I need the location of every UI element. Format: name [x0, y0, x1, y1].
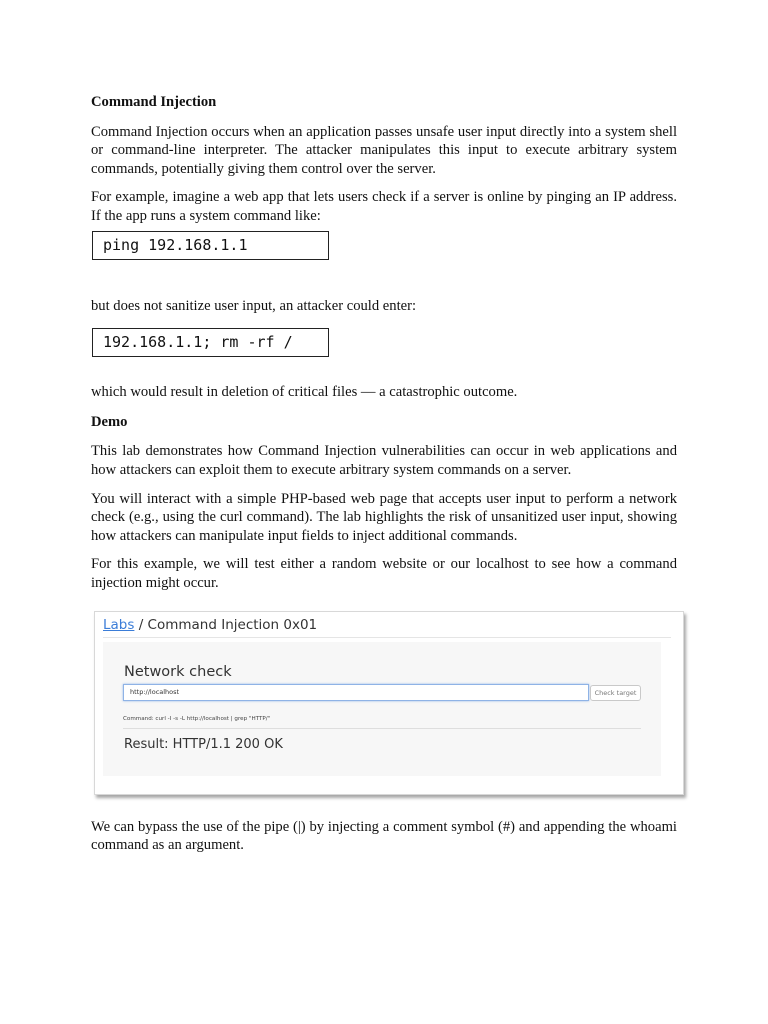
paragraph-but: but does not sanitize user input, an attacker could enter: — [91, 297, 417, 314]
heading-command-injection: Command Injection — [91, 94, 217, 110]
network-check-panel — [103, 642, 661, 776]
code-box-attack: 192.168.1.1; rm -rf / — [92, 328, 329, 357]
breadcrumb-labs-link[interactable]: Labs — [103, 616, 135, 633]
heading-demo: Demo — [91, 413, 128, 430]
document-content — [91, 93, 677, 855]
breadcrumb-separator: / — [134, 616, 148, 633]
check-target-button[interactable]: Check target — [590, 685, 641, 701]
paragraph-bypass: We can bypass the use of the pipe (|) by injecting a comment symbol (#) and appending the whoami command as an argument. — [91, 818, 677, 854]
paragraph-test: For this example, we will test either a random website or our localhost to see how a command injection might occur. — [91, 556, 677, 591]
panel-divider — [123, 728, 641, 729]
lab-screenshot — [94, 611, 684, 795]
code-box-ping: ping 192.168.1.1 — [92, 231, 329, 260]
breadcrumb — [103, 616, 317, 635]
paragraph-example: For example, imagine a web app that lets users check if a server is online by pinging an IP address. If the app runs a system command like: — [91, 189, 677, 224]
paragraph-intro: Command Injection occurs when an application passes unsafe user input directly into a system shell or command-line interpreter. The attacker manipulates this input to execute arbitrary system commands, potentially giving them control over the server. — [91, 123, 677, 177]
result-text: Result: HTTP/1.1 200 OK — [124, 736, 283, 752]
breadcrumb-current: Command Injection 0x01 — [147, 616, 318, 633]
paragraph-interact: You will interact with a simple PHP-based web page that accepts user input to perform a network check (e.g., using the curl command). The lab highlights the risk of unsanitized user input, showing how attackers can manipulate input fields to inject additional commands. — [91, 490, 677, 544]
paragraph-result: which would result in deletion of critical files — a catastrophic outcome. — [91, 384, 518, 401]
command-text: Command: curl -I -s -L http://localhost | grep "HTTP/" — [123, 715, 271, 722]
breadcrumb-divider — [103, 637, 671, 638]
target-url-input[interactable]: http://localhost — [123, 684, 589, 701]
paragraph-lab: This lab demonstrates how Command Injection vulnerabilities can occur in web applications and how attackers can exploit them to execute arbitrary system commands on a server. — [91, 443, 677, 478]
panel-title: Network check — [124, 663, 232, 680]
